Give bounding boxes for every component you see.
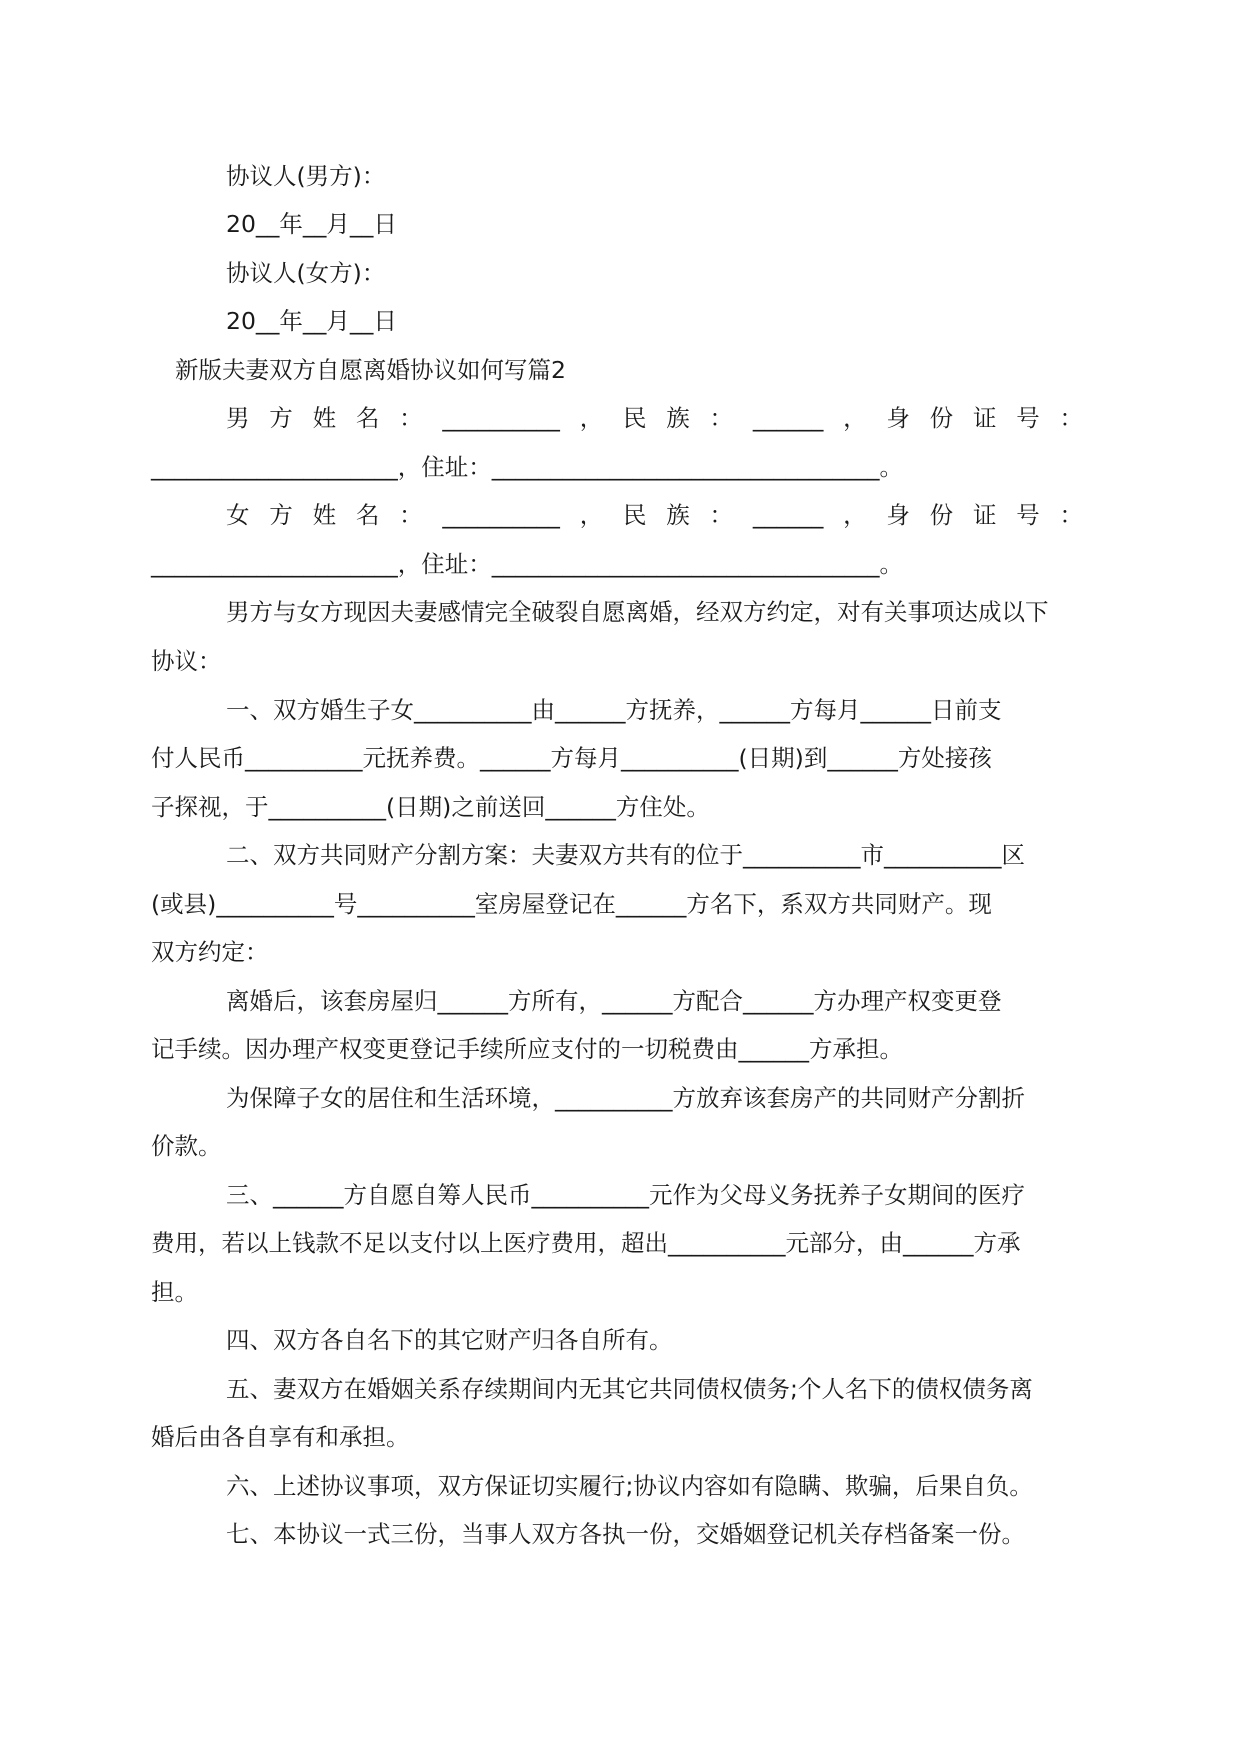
- female-info-cell: 族: [666, 501, 690, 529]
- clause-7-line: 七、本协议一式三份，当事人双方各执一份，交婚姻登记机关存档备案一份。: [226, 1520, 1025, 1548]
- article-title: 新版夫妻双方自愿离婚协议如何写篇2: [175, 356, 566, 384]
- male-signatory-label: 协议人(男方)：: [226, 162, 386, 190]
- female-info-cell: 姓: [312, 501, 337, 529]
- female-info-cell: 号: [1016, 501, 1040, 529]
- female-id-address-line: _____________________，住址：_________________________________。: [151, 550, 903, 578]
- male-info-cell: ：: [399, 404, 423, 432]
- male-info-cell: 方: [269, 404, 293, 432]
- male-name-blank: __________: [442, 404, 560, 432]
- house-clause-line: 离婚后，该套房屋归______方所有，______方配合______方办理产权变更登: [226, 987, 1002, 1015]
- intro-paragraph-line: 男方与女方现因夫妻感情完全破裂自愿离婚，经双方约定，对有关事项达成以下: [226, 598, 1049, 626]
- male-info-line: [226, 402, 1083, 434]
- clause-5-line: 婚后由各自享有和承担。: [151, 1423, 410, 1451]
- female-ethnicity-blank: ______: [752, 501, 824, 529]
- clause-6-line: 六、上述协议事项，双方保证切实履行;协议内容如有隐瞒、欺骗，后果自负。: [226, 1472, 1033, 1500]
- male-info-cell: ，: [579, 404, 604, 432]
- male-info-cell: 身: [886, 404, 910, 432]
- male-info-cell: 份: [929, 404, 954, 432]
- house-clause-line: 记手续。因办理产权变更登记手续所应支付的一切税费由______方承担。: [151, 1035, 903, 1063]
- clause-2-line: 二、双方共同财产分割方案：夫妻双方共有的位于__________市__________区: [226, 841, 1025, 869]
- clause-3-line: 三、______方自愿自筹人民币__________元作为父母义务抚养子女期间的医疗: [226, 1181, 1025, 1209]
- male-info-cell: 号: [1016, 404, 1040, 432]
- male-info-cell: ：: [709, 404, 734, 432]
- male-info-cell: 名: [355, 404, 380, 432]
- clause-2-line: 双方约定：: [151, 938, 269, 966]
- clause-5-line: 五、妻双方在婚姻关系存续期间内无其它共同债权债务;个人名下的债权债务离: [226, 1375, 1033, 1403]
- female-info-cell: ，: [843, 501, 867, 529]
- clause-1-line: 子探视，于__________(日期)之前送回______方住处。: [151, 793, 710, 821]
- clause-3-line: 担。: [151, 1278, 198, 1306]
- male-info-cell: 民: [622, 404, 647, 432]
- female-signature-date: 20__年__月__日: [226, 307, 397, 335]
- clause-4-line: 四、双方各自名下的其它财产归各自所有。: [226, 1326, 673, 1354]
- clause-2-line: (或县)__________号__________室房屋登记在______方名下，系双方共同财产。现: [151, 890, 992, 918]
- female-info-cell: 份: [929, 501, 954, 529]
- male-info-cell: ：: [1059, 404, 1083, 432]
- female-info-cell: 证: [972, 501, 997, 529]
- female-info-cell: ：: [709, 501, 734, 529]
- male-info-cell: ，: [843, 404, 867, 432]
- female-info-cell: ：: [1059, 501, 1083, 529]
- female-info-cell: ：: [399, 501, 423, 529]
- female-info-cell: 民: [622, 501, 647, 529]
- male-signature-date: 20__年__月__日: [226, 210, 397, 238]
- female-name-blank: __________: [442, 501, 560, 529]
- female-info-cell: ，: [579, 501, 604, 529]
- male-info-cell: 男: [226, 404, 250, 432]
- clause-3-line: 费用，若以上钱款不足以支付以上医疗费用，超出__________元部分，由______方承: [151, 1229, 1021, 1257]
- female-signatory-label: 协议人(女方)：: [226, 259, 386, 287]
- clause-1-line: 一、双方婚生子女__________由______方抚养，______方每月______日前支: [226, 696, 1002, 724]
- female-info-cell: 方: [269, 501, 293, 529]
- male-ethnicity-blank: ______: [752, 404, 824, 432]
- female-info-cell: 女: [226, 501, 250, 529]
- male-id-address-line: _____________________，住址：_________________________________。: [151, 453, 903, 481]
- intro-paragraph-line: 协议：: [151, 647, 222, 675]
- female-info-line: [226, 499, 1083, 531]
- male-info-cell: 姓: [312, 404, 337, 432]
- male-info-cell: 族: [666, 404, 690, 432]
- female-info-cell: 名: [355, 501, 380, 529]
- child-housing-line: 价款。: [151, 1132, 222, 1160]
- clause-1-line: 付人民币__________元抚养费。______方每月__________(日期)到______方处接孩: [151, 744, 992, 772]
- male-info-cell: 证: [972, 404, 997, 432]
- female-info-cell: 身: [886, 501, 910, 529]
- child-housing-line: 为保障子女的居住和生活环境，__________方放弃该套房产的共同财产分割折: [226, 1084, 1025, 1112]
